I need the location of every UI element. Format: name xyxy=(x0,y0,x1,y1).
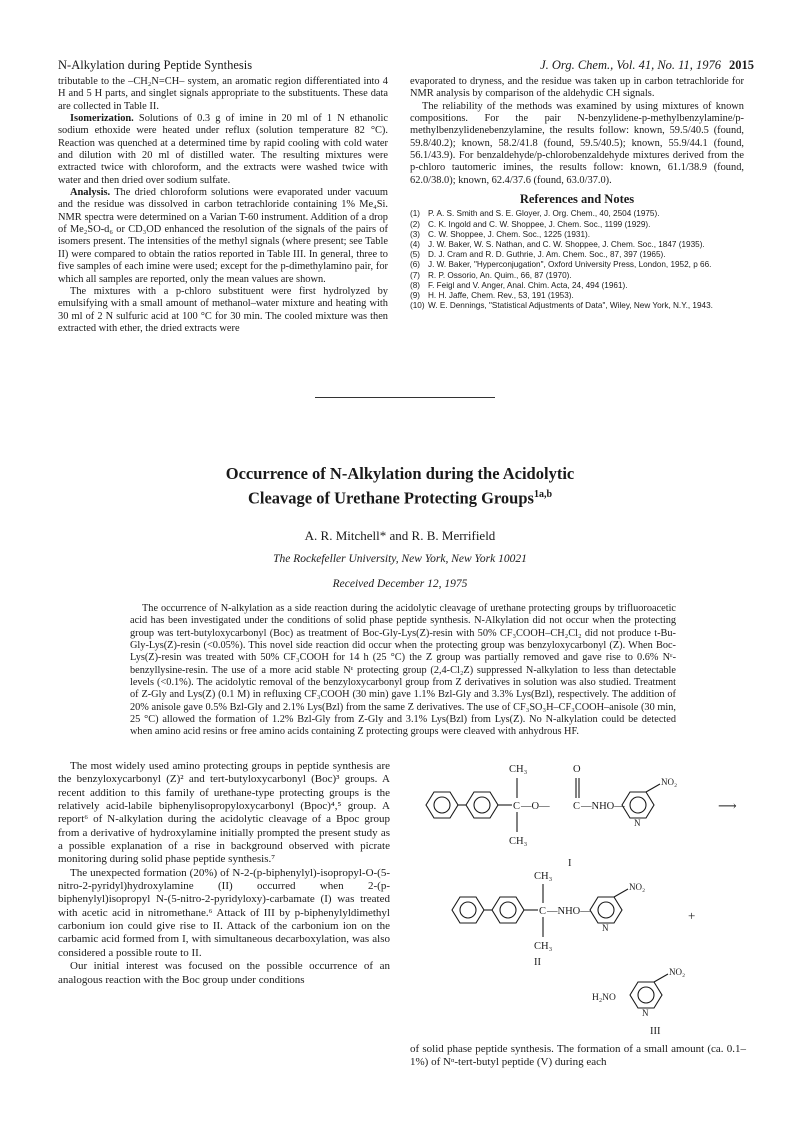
reference-text: J. W. Baker, "Hyperconjugation", Oxford University Press, London, 1952, p 66. xyxy=(428,260,712,270)
title-line-1: Occurrence of N-Alkylation during the Acidolytic xyxy=(225,464,575,483)
reference-item xyxy=(410,260,744,270)
affiliation: The Rockefeller University, New York, New York 10021 xyxy=(273,553,527,565)
reference-text: J. W. Baker, W. S. Nathan, and C. W. Shoppee, J. Chem. Soc., 1847 (1935). xyxy=(428,240,705,250)
benzene-ring xyxy=(466,792,498,818)
running-header xyxy=(50,58,754,78)
compound-label-iii: III xyxy=(650,1026,661,1037)
aromatic-circle xyxy=(500,902,516,918)
reference-text: W. E. Dennings, "Statistical Adjustments of Data", Wiley, New York, N.Y., 1943. xyxy=(428,301,713,311)
pyridine-ring xyxy=(630,982,662,1008)
section-heading: Isomerization. xyxy=(70,113,134,125)
header-title: N-Alkylation during Peptide Synthesis xyxy=(58,58,253,72)
reference-number: (6) xyxy=(410,260,421,270)
reference-item xyxy=(410,281,744,291)
paragraph: The unexpected formation (20%) of N-2-(p-biphenylyl)-isopropyl-O-(5-nitro-2-pyridyl)hydroxylamine (II) occurred when 2-(p-biphenylyl)isopropyl N-(5-nitro-2-pyridyloxy)-carbamate (I) was treated with acetic acid in nitromethane.⁶ Attack of III by p-biphenylyldimethyl carbonium ion could give rise to II. Attack of the carbonium ion on the carbamic acid formed from I, with simultaneous decarboxylation, was also considered a possible route to II. xyxy=(58,866,390,959)
reference-text: C. K. Ingold and C. W. Shoppee, J. Chem. Soc., 1199 (1929). xyxy=(428,219,651,229)
reference-item xyxy=(410,250,744,260)
reference-text: D. J. Cram and R. D. Guthrie, J. Am. Chem. Soc., 87, 397 (1965). xyxy=(428,250,666,260)
reference-item xyxy=(410,230,744,240)
reference-text: R. P. Ossorio, An. Quim., 66, 87 (1970). xyxy=(428,270,572,280)
amino-oxy-label: H₂NO xyxy=(592,993,616,1003)
references-list xyxy=(410,209,744,311)
benzene-ring xyxy=(492,897,524,923)
paragraph-analysis xyxy=(58,187,388,286)
article-divider xyxy=(315,397,495,398)
reference-item xyxy=(410,291,744,301)
paragraph: tributable to the –CH₂N=CH– system, an aromatic region differentiated into 4 H and 5 H parts, and singlet signals appropriate to the substituents. These data are collected in Table II. xyxy=(58,76,388,112)
oxygen-label: O xyxy=(573,764,581,775)
reference-number: (4) xyxy=(410,240,421,250)
body-left-column xyxy=(58,760,390,987)
title-line-2 xyxy=(150,484,650,509)
section-heading: Analysis. xyxy=(70,187,111,199)
title-text: Cleavage of Urethane Protecting Groups xyxy=(247,488,534,508)
compound-label-i: I xyxy=(568,858,572,869)
carbon-label: C xyxy=(539,906,547,917)
nho-link: —NHO— xyxy=(581,801,625,812)
authors: A. R. Mitchell* and R. B. Merrifield xyxy=(304,528,496,543)
header-citation xyxy=(540,58,754,73)
reaction-scheme xyxy=(420,760,756,1038)
reference-number: (10) xyxy=(410,301,425,311)
carbonyl-carbon-label: C xyxy=(573,801,581,812)
pyridine-ring xyxy=(590,897,622,923)
header-journal: J. Org. Chem., Vol. 41, No. 11, 1976 xyxy=(540,58,721,72)
title-footnote-mark: 1a,b xyxy=(533,489,553,500)
plus-sign: + xyxy=(688,908,696,923)
reference-text: C. W. Shoppee, J. Chem. Soc., 1225 (1931). xyxy=(428,229,591,239)
reaction-arrow: ⟶ xyxy=(718,798,737,813)
reference-number: (8) xyxy=(410,280,421,290)
pyridine-ring xyxy=(622,792,654,818)
aromatic-circle xyxy=(598,902,614,918)
reference-text: H. H. Jaffe, Chem. Rev., 53, 191 (1953). xyxy=(428,291,574,301)
paragraph: of solid phase peptide synthesis. The formation of a small amount (ca. 0.1–1%) of Nᵅ-tert-butyl peptide (V) during each xyxy=(410,1043,746,1069)
paragraph: The mixtures with a p-chloro substituent were first hydrolyzed by emulsifying with a small amount of methanol–water mixture and heating with 30 ml of 2 N sulfuric acid at 100 °C for 30 min. The cooled mixture was then extracted with ether, the dried extracts were xyxy=(58,285,388,334)
methyl-label: CH₃ xyxy=(509,764,528,775)
previous-article-left-column xyxy=(58,76,388,335)
paragraph-isomerization xyxy=(58,113,388,187)
reference-item xyxy=(410,301,744,311)
paragraph-text: Solutions of 0.3 g of imine in 20 ml of 1 N ethanolic sodium ethoxide were heated under reflux (solution temperature 82 °C). Reaction was quenched at a determined time by rapid cooling with cold water and dilution with 20 ml of distilled water. The resulting mixtures were extracted twice with chloroform, and the extracts were washed twice with water and then dried over sodium sulfate. xyxy=(58,113,388,186)
references-heading: References and Notes xyxy=(519,192,635,207)
reference-item xyxy=(410,209,744,219)
carbon-label: C xyxy=(513,801,521,812)
nitrogen-label: N xyxy=(634,818,641,828)
reference-number: (7) xyxy=(410,270,421,280)
nho-link: —NHO— xyxy=(547,906,591,917)
reference-number: (1) xyxy=(410,209,421,219)
reference-text: P. A. S. Smith and S. E. Gloyer, J. Org. Chem., 40, 2504 (1975). xyxy=(428,209,660,219)
nitrogen-label: N xyxy=(642,1008,649,1018)
oxygen-link: —O— xyxy=(521,801,550,812)
nitro-label: NO₂ xyxy=(661,777,678,787)
nitrogen-label: N xyxy=(602,923,609,933)
aromatic-circle xyxy=(460,902,476,918)
reference-item xyxy=(410,220,744,230)
paragraph: evaporated to dryness, and the residue was taken up in carbon tetrachloride for NMR analysis by comparison of the aldehydic CH signals. xyxy=(410,76,744,100)
article-title xyxy=(150,463,650,509)
reference-number: (2) xyxy=(410,219,421,229)
body-right-column xyxy=(410,1043,746,1070)
methyl-label: CH₃ xyxy=(534,871,553,882)
methyl-label: CH₃ xyxy=(509,836,528,847)
paragraph: Our initial interest was focused on the possible occurrence of an analogous reaction with the Boc group under conditions xyxy=(58,960,390,986)
reference-number: (9) xyxy=(410,291,421,301)
aromatic-circle xyxy=(638,987,654,1003)
benzene-ring xyxy=(426,792,458,818)
paragraph: The reliability of the methods was examined by using mixtures of known compositions. For the pair N-benzylidene-p-methylbenzylamine/p-methylbenzylidenebenzylamine, the results follow: known, 59.5/40.5 (found, 59.8/40.2); known, 58.2/41.8 (found, 59.5/40.5); known, 55.9/44.1 (found, 56.1/43.9). For benzaldehyde/p-chlorobenzaldehyde mixtures derived from the p-chloro tautomeric imines, the results follow: known, 61.1/38.9 (found, 62.0/38.0); known, 62.4/37.6 (found, 63.0/37.0). xyxy=(410,100,744,186)
reference-item xyxy=(410,271,744,281)
paragraph: The most widely used amino protecting groups in peptide synthesis are the benzyloxycarbonyl (Z)² and tert-butyloxycarbonyl (Boc)³ groups. A recent addition to this family of urethane-type protecting groups is the relatively acid-labile biphenylisopropyloxycarbonyl (Bpoc)⁴,⁵ group. A report⁶ of N-alkylation during the acidolytic cleavage of a Bpoc group from a derivative of hydroxylamine initially prompted the present study as a possible explanation of a rise in background observed with picrate monitoring during solid phase peptide synthesis.⁷ xyxy=(58,760,390,866)
previous-article-right-column xyxy=(410,76,744,311)
aromatic-circle xyxy=(630,797,646,813)
reference-item xyxy=(410,240,744,250)
compound-label-ii: II xyxy=(534,957,541,968)
aromatic-circle xyxy=(434,797,450,813)
reference-number: (3) xyxy=(410,229,421,239)
reference-number: (5) xyxy=(410,250,421,260)
reference-text: F. Feigl and V. Anger, Anal. Chim. Acta, 24, 494 (1961). xyxy=(428,280,628,290)
abstract: The occurrence of N-alkylation as a side reaction during the acidolytic cleavage of urethane protecting groups by trifluoroacetic acid has been investigated under the conditions of solid phase peptide synthesis. N-Alkylation did not occur when the protecting group was tert-butyloxycarbonyl (Boc) as treatment of Boc-Gly-Lys(Z)-resin with 50% CF₃COOH–CH₂Cl₂ did not produce t-Bu-Gly-Lys(Z)-resin (<0.05%). This novel side reaction did occur when the protecting group was benzyloxycarbonyl (Z). When Boc-Lys(Z)-resin was treated with 50% CF₃COOH for 14 h (25 °C) the Z group was partially removed and gave rise to 0.6% Nᵋ-benzyllysine-resin. The use of a more acid stable Nᵋ protecting group (2,4-Cl₂Z) suppressed N-alkylation to less than detectable levels (<0.1%). The acidolytic removal of the benzyloxycarbonyl group from Z derivatives in solution was also studied. Treatment of Z-Gly and Lys(Z) (0.1 M) in refluxing CF₃COOH (30 min) gave 1.1% Bzl-Gly and 3.3% Lys(Bzl), respectively. The addition of 20% anisole gave 0.5% Bzl-Gly and 2.1% Lys(Bzl) from the same Z derivatives. The use of CF₃SO₃H–CF₃COOH–anisole (30 min, 25 °C) allowed the formation of 1.2% Bzl-Gly from Z-Gly and 3.1% Lys(Bzl) from Lys(Z). No N-alkylation could be detected when amino acid resins or free amino acids containing Z protecting groups were cleaved with anhydrous HF. xyxy=(130,603,676,738)
paragraph-text: The dried chloroform solutions were evaporated under vacuum and the residue was dissolved in carbon tetrachloride containing 1% Me₄Si. NMR spectra were determined on a Varian T-60 instrument. Addition of a drop of Me₂SO-d₆ or CD₃OD enhanced the resolution of the signals of the pairs of isomers present. The intensities of the methyl signals (where present; see Table II) were compared to obtain the ratios reported in Table III. In general, three to five samples of each imine were used; except for the p-dimethylamino pair, for which all samples are reported, only the mean values are shown. xyxy=(58,187,388,285)
benzene-ring xyxy=(452,897,484,923)
page-number: 2015 xyxy=(729,58,754,72)
received-date: Received December 12, 1975 xyxy=(332,578,468,590)
nitro-label: NO₂ xyxy=(669,967,686,977)
aromatic-circle xyxy=(474,797,490,813)
nitro-label: NO₂ xyxy=(629,882,646,892)
methyl-label: CH₃ xyxy=(534,941,553,952)
